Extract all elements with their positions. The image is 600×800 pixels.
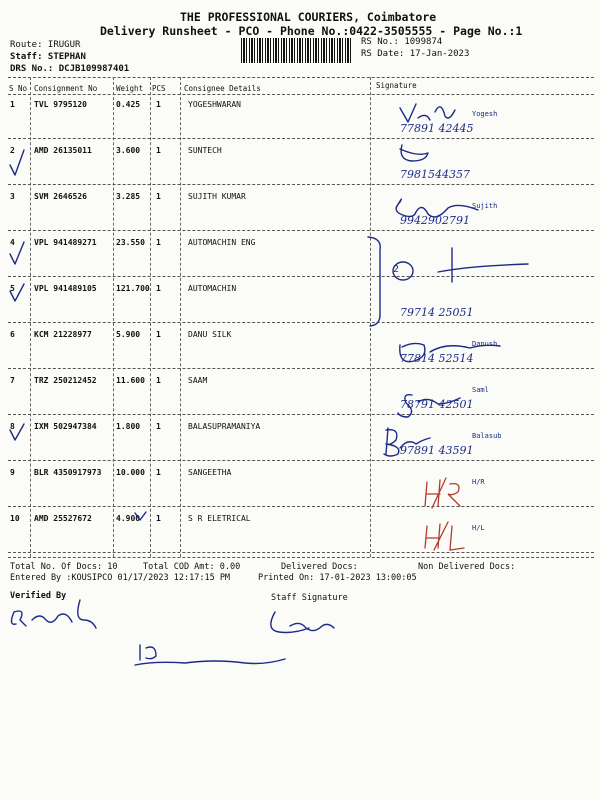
cell-cons: VPL 941489271 <box>34 238 97 247</box>
entered-by: Entered By :KOUSIPCO 01/17/2023 12:17:15 PM <box>10 573 231 583</box>
cell-weight: 10.000 <box>116 468 145 477</box>
cell-consignee: SANGEETHA <box>188 468 232 477</box>
cell-pcs: 1 <box>156 192 161 201</box>
drs-label: DRS No.: DCJB109987401 <box>10 64 130 74</box>
signature-phone: 7981544357 <box>400 168 470 181</box>
rs-date: RS Date: 17-Jan-2023 <box>361 49 470 59</box>
cell-pcs: 1 <box>156 100 161 109</box>
cell-consignee: AUTOMACHIN <box>188 284 237 293</box>
cell-weight: 11.600 <box>116 376 145 385</box>
col-header-consignee: Consignee Details <box>184 84 261 93</box>
signature-phone: 77814 52514 <box>400 352 474 365</box>
cell-cons: TVL 9795120 <box>34 100 87 109</box>
cell-weight: 23.550 <box>116 238 145 247</box>
cell-consignee: SAAM <box>188 376 208 385</box>
cell-pcs: 1 <box>156 330 161 339</box>
signature-8 <box>384 428 430 456</box>
cell-sno: 1 <box>10 100 15 109</box>
runsheet-subtitle: Delivery Runsheet - PCO - Phone No.:0422-3505555 - Page No.:1 <box>100 24 523 38</box>
total-cod: Total COD Amt: 0.00 <box>143 562 241 572</box>
cell-sno: 7 <box>10 376 15 385</box>
verified-signature <box>11 600 96 628</box>
signature-name: Saml <box>472 386 489 394</box>
cell-weight: 121.700 <box>116 284 150 293</box>
signature-9 <box>425 478 460 508</box>
cell-cons: AMD 25527672 <box>34 514 92 523</box>
signature-5 <box>438 248 528 282</box>
cell-cons: IXM 502947384 <box>34 422 97 431</box>
cell-weight: 1.800 <box>116 422 141 431</box>
cell-cons: BLR 4350917973 <box>34 468 102 477</box>
cell-cons: VPL 941489105 <box>34 284 97 293</box>
signature-6 <box>400 343 500 361</box>
total-docs: Total No. Of Docs: 10 <box>10 562 118 572</box>
cell-sno: 2 <box>10 146 15 155</box>
cell-cons: KCM 21228977 <box>34 330 92 339</box>
cell-consignee: BALASUPRAMANIYA <box>188 422 261 431</box>
rs-number: RS No.: 1099874 <box>361 37 443 47</box>
cell-cons: TRZ 250212452 <box>34 376 97 385</box>
signature-phone: 9942902791 <box>400 214 470 227</box>
cell-sno: 6 <box>10 330 15 339</box>
signature-name: Danush <box>472 340 498 348</box>
signature-name: Balasub <box>472 432 502 440</box>
cell-consignee: AUTOMACHIN ENG <box>188 238 256 247</box>
cell-consignee: SUNTECH <box>188 146 222 155</box>
check-mark-icon <box>10 150 24 175</box>
check-mark-icon <box>10 242 24 264</box>
footer-divider <box>8 557 594 558</box>
col-header-consignment: Consignment No <box>34 84 98 93</box>
cell-weight: 0.425 <box>116 100 141 109</box>
signature-phone: 97891 43591 <box>400 444 474 457</box>
printed-on: Printed On: 17-01-2023 13:00:05 <box>258 573 417 583</box>
cell-consignee: DANU SILK <box>188 330 232 339</box>
cell-pcs: 1 <box>156 238 161 247</box>
cell-consignee: YOGESHWARAN <box>188 100 241 109</box>
check-mark-icon <box>135 512 146 520</box>
signature-7 <box>398 395 460 417</box>
signature-3 <box>396 199 478 217</box>
route-label: Route: IRUGUR <box>10 40 81 50</box>
cell-weight: 3.285 <box>116 192 141 201</box>
staff-signature-label: Staff Signature <box>271 593 348 603</box>
cell-cons: SVM 2646526 <box>34 192 87 201</box>
cell-sno: 5 <box>10 284 15 293</box>
cell-pcs: 1 <box>156 284 161 293</box>
cell-weight: 5.900 <box>116 330 141 339</box>
col-header-weight: Weight <box>116 84 144 93</box>
non-delivered-docs: Non Delivered Docs: <box>418 562 516 572</box>
cell-pcs: 1 <box>156 468 161 477</box>
signature-name: H/L <box>472 524 485 532</box>
company-title: THE PROFESSIONAL COURIERS, Coimbatore <box>180 10 437 24</box>
check-mark-icon <box>10 424 24 440</box>
cell-weight: 4.900 <box>116 514 141 523</box>
signature-phone: 77891 42445 <box>400 122 474 135</box>
cell-pcs: 1 <box>156 422 161 431</box>
cell-consignee: S R ELETRICAL <box>188 514 251 523</box>
col-header-sno: S No <box>9 84 28 93</box>
staff-label: Staff: STEPHAN <box>10 52 86 62</box>
signature-1 <box>400 104 455 122</box>
delivered-docs: Delivered Docs: <box>281 562 358 572</box>
check-mark-icon <box>10 284 24 301</box>
signature-phone: 78791 42501 <box>400 398 474 411</box>
col-header-signature: Signature <box>376 81 417 90</box>
cell-sno: 8 <box>10 422 15 431</box>
cell-sno: 4 <box>10 238 15 247</box>
signature-name: Yogesh <box>472 110 498 118</box>
signature-name: Sujith <box>472 202 498 210</box>
staff-signature <box>271 612 334 633</box>
signature-phone: 79714 25051 <box>400 306 474 319</box>
verified-by-label: Verified By <box>10 591 67 601</box>
cell-sno: 10 <box>10 514 20 523</box>
cell-cons: AMD 26135011 <box>34 146 92 155</box>
signature-10 <box>425 522 464 550</box>
signature-2 <box>400 145 428 161</box>
cell-pcs: 1 <box>156 376 161 385</box>
col-header-pcs: PCS <box>152 84 166 93</box>
cell-pcs: 1 <box>156 146 161 155</box>
cell-sno: 9 <box>10 468 15 477</box>
extra-signature <box>135 645 285 665</box>
cell-weight: 3.600 <box>116 146 141 155</box>
bracket-mark <box>368 237 380 326</box>
cell-pcs: 1 <box>156 514 161 523</box>
circled-number-text: 2 <box>393 264 400 275</box>
cell-consignee: SUJITH KUMAR <box>188 192 246 201</box>
signature-name: H/R <box>472 478 485 486</box>
cell-sno: 3 <box>10 192 15 201</box>
